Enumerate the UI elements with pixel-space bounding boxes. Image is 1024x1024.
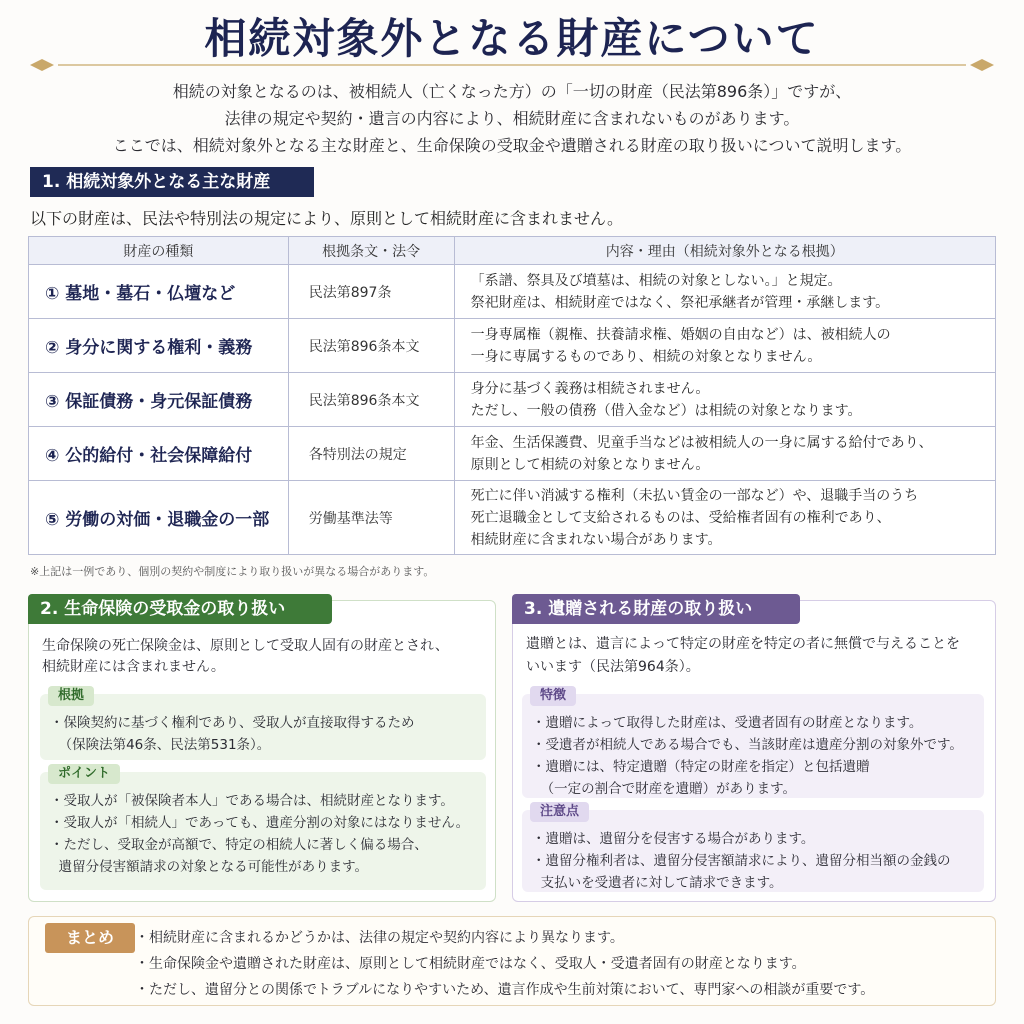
reason-text: 一身専属権（親権、扶養請求権、婚姻の自由など）は、被相続人の 一身に専属するものであり、相続の対象となりません。	[454, 319, 995, 373]
excluded-assets-table	[28, 236, 996, 555]
column-header: 内容・理由（相続対象外となる根拠）	[454, 237, 995, 265]
asset-kind: ② 身分に関する権利・義務	[29, 319, 289, 373]
section1-lead: 以下の財産は、民法や特別法の規定により、原則として相続財産に含まれません。	[30, 209, 623, 228]
intro-text	[40, 78, 984, 159]
basis-tag: 根拠	[48, 686, 94, 706]
asset-kind: ③ 保証債務・身元保証債務	[29, 373, 289, 427]
list-item: ・相続財産に含まれるかどうかは、法律の規定や契約内容により異なります。	[135, 930, 624, 946]
list-item: ・遺贈には、特定遺贈（特定の財産を指定）と包括遺贈	[532, 759, 870, 775]
list-item: ・遺贈によって取得した財産は、受遺者固有の財産となります。	[532, 715, 923, 731]
column-header: 根拠条文・法令	[288, 237, 454, 265]
asset-kind: ⑤ 労働の対価・退職金の一部	[29, 481, 289, 555]
list-item: 遺留分侵害額請求の対象となる可能性があります。	[50, 859, 369, 875]
list-item: ・受遺者が相続人である場合でも、当該財産は遺産分割の対象外です。	[532, 737, 963, 753]
table-header-row	[29, 237, 996, 265]
section2-lead: 生命保険の死亡保険金は、原則として受取人固有の財産とされ、 相続財産には含まれません。	[42, 638, 449, 675]
point-panel	[40, 766, 486, 890]
table-row	[29, 265, 996, 319]
list-item: ・生命保険金や遺贈された財産は、原則として相続財産ではなく、受取人・受遺者固有の財産となります。	[135, 956, 806, 972]
asset-kind: ④ 公的給付・社会保障給付	[29, 427, 289, 481]
summary-tag: まとめ	[45, 923, 135, 953]
list-item: 支払いを受遺者に対して請求できます。	[532, 875, 783, 891]
table-row	[29, 319, 996, 373]
reason-text: 年金、生活保護費、児童手当などは被相続人の一身に属する給付であり、 原則として相続の対象となりません。	[454, 427, 995, 481]
feature-tag: 特徴	[530, 686, 576, 706]
table-row	[29, 427, 996, 481]
reason-text: 身分に基づく義務は相続されません。 ただし、一般の債務（借入金など）は相続の対象となります。	[454, 373, 995, 427]
list-item: ・受取人が「被保険者本人」である場合は、相続財産となります。	[50, 793, 454, 809]
list-item: （一定の割合で財産を遺贈）があります。	[532, 781, 797, 797]
asset-kind: ① 墓地・墓石・仏壇など	[29, 265, 289, 319]
list-item: ・ただし、遺留分との関係でトラブルになりやすいため、遺言作成や生前対策において、専門家への相談が重要です。	[135, 982, 875, 998]
section1-heading: 1. 相続対象外となる主な財産	[30, 167, 314, 197]
list-item: ・保険契約に基づく権利であり、受取人が直接取得するため	[50, 715, 415, 731]
list-item: （保険法第46条、民法第531条）。	[50, 737, 271, 753]
section3-heading: 3. 遺贈される財産の取り扱い	[512, 594, 800, 624]
table-row	[29, 481, 996, 555]
list-item: ・受取人が「相続人」であっても、遺産分割の対象にはなりません。	[50, 815, 470, 831]
intro-line: ここでは、相続対象外となる主な財産と、生命保険の受取金や遺贈される財産の取り扱いについて説明します。	[112, 136, 912, 155]
legal-basis: 民法第896条本文	[288, 319, 454, 373]
section3-lead: 遺贈とは、遺言によって特定の財産を特定の者に無償で与えることを いいます（民法第964条）。	[526, 636, 960, 675]
table-footnote: ※上記は一例であり、個別の契約や制度により取り扱いが異なる場合があります。	[30, 565, 435, 578]
legal-basis: 民法第896条本文	[288, 373, 454, 427]
feature-panel	[522, 688, 984, 798]
reason-text: 死亡に伴い消滅する権利（未払い賃金の一部など）や、退職手当のうち 死亡退職金として支給されるものは、受給権者固有の権利であり、 相続財産に含まれない場合があります。	[454, 481, 995, 555]
list-item: ・遺留分権利者は、遺留分侵害額請求により、遺留分相当額の金銭の	[532, 853, 951, 869]
reason-text: 「系譜、祭具及び墳墓は、相続の対象としない。」と規定。 祭祀財産は、相続財産ではなく、祭祀承継者が管理・承継します。	[454, 265, 995, 319]
table-row	[29, 373, 996, 427]
intro-line: 法律の規定や契約・遺言の内容により、相続財産に含まれないものがあります。	[224, 109, 800, 128]
section2-heading: 2. 生命保険の受取金の取り扱い	[28, 594, 332, 624]
point-tag: ポイント	[48, 764, 120, 784]
legal-basis: 労働基準法等	[288, 481, 454, 555]
list-item: ・遺贈は、遺留分を侵害する場合があります。	[532, 831, 815, 847]
caution-panel	[522, 804, 984, 892]
legal-basis: 民法第897条	[288, 265, 454, 319]
caution-tag: 注意点	[530, 802, 589, 822]
page-title: 相続対象外となる財産について	[204, 14, 820, 63]
title-divider-ornament	[28, 58, 996, 72]
intro-line: 相続の対象となるのは、被相続人（亡くなった方）の「一切の財産（民法第896条）」ですが、	[172, 82, 852, 101]
legal-basis: 各特別法の規定	[288, 427, 454, 481]
column-header: 財産の種類	[29, 237, 289, 265]
basis-panel	[40, 688, 486, 760]
list-item: ・ただし、受取金が高額で、特定の相続人に著しく偏る場合、	[50, 837, 428, 853]
summary-box	[28, 916, 996, 1006]
